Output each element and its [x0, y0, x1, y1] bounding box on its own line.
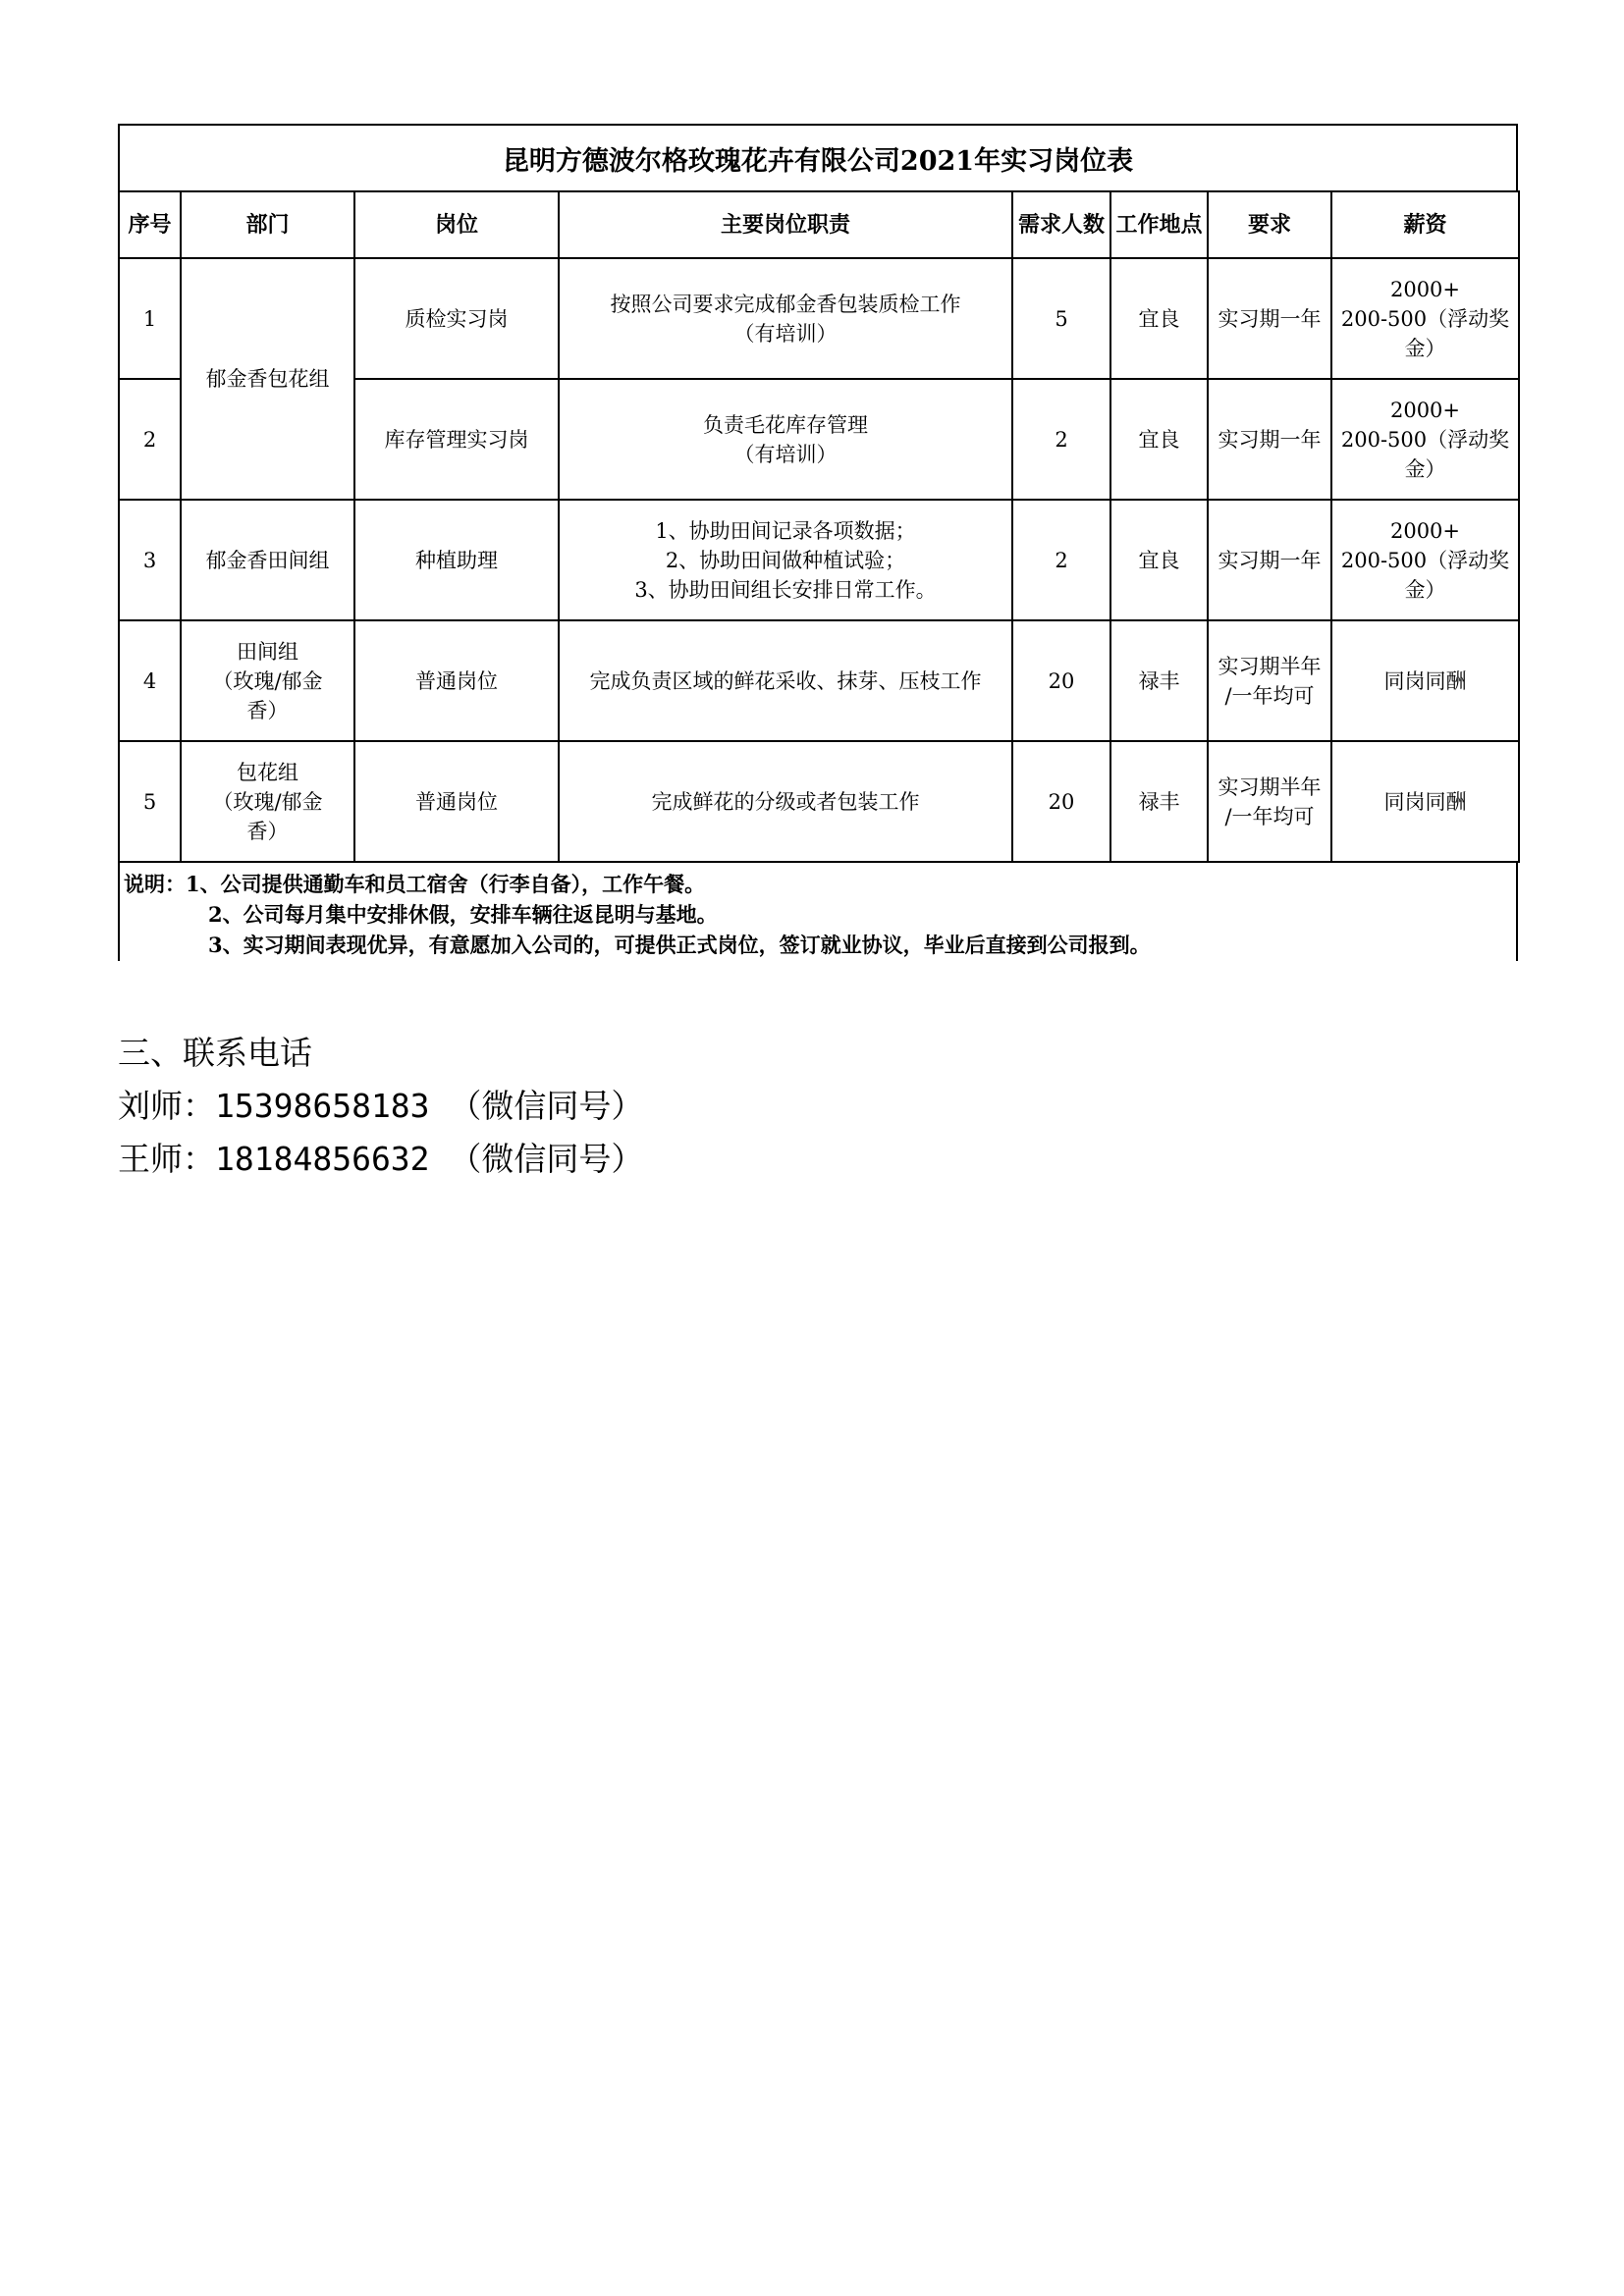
row-no: 1 — [119, 258, 181, 379]
table-row — [119, 741, 1519, 862]
salary-line: 200-500（浮动奖 — [1340, 306, 1510, 331]
duty-line: 负责毛花库存管理 — [703, 412, 868, 437]
row-requirement: 实习期一年 — [1208, 258, 1331, 379]
row-dept — [181, 741, 354, 862]
row-salary: 同岗同酬 — [1331, 620, 1519, 741]
salary-line: 2000+ — [1389, 277, 1461, 301]
salary-line: 2000+ — [1389, 518, 1461, 543]
contact-line: 刘师：15398658183 （微信同号） — [118, 1087, 644, 1125]
duty-line: 2、协助田间做种植试验； — [665, 548, 906, 572]
contact-heading: 三、联系电话 — [118, 1034, 312, 1072]
req-line: /一年均可 — [1224, 683, 1315, 708]
note-line: 2、公司每月集中安排休假，安排车辆往返昆明与基地。 — [208, 902, 718, 927]
row-count: 2 — [1012, 379, 1110, 500]
row-dept — [181, 620, 354, 741]
table-row — [119, 620, 1519, 741]
header-place: 工作地点 — [1110, 191, 1208, 258]
row-duty — [559, 500, 1012, 620]
row-post: 种植助理 — [354, 500, 559, 620]
salary-line: 200-500（浮动奖 — [1340, 548, 1510, 572]
row-place: 禄丰 — [1110, 620, 1208, 741]
row-no: 3 — [119, 500, 181, 620]
note-line: 说明：1、公司提供通勤车和员工宿舍（行李自备），工作午餐。 — [124, 872, 706, 896]
duty-line: 按照公司要求完成郁金香包装质检工作 — [610, 292, 961, 316]
header-duty: 主要岗位职责 — [559, 191, 1012, 258]
dept-line: 香） — [246, 819, 289, 843]
duty-line: 3、协助田间组长安排日常工作。 — [634, 577, 937, 602]
row-duty: 完成负责区域的鲜花采收、抹芽、压枝工作 — [559, 620, 1012, 741]
row-requirement — [1208, 741, 1331, 862]
contact-line: 王师：18184856632 （微信同号） — [118, 1140, 644, 1178]
table-row — [119, 500, 1519, 620]
salary-line: 2000+ — [1389, 398, 1461, 422]
salary-line: 金） — [1404, 456, 1446, 481]
table-header-row — [119, 191, 1519, 258]
row-salary — [1331, 379, 1519, 500]
row-place: 宜良 — [1110, 379, 1208, 500]
row-no: 2 — [119, 379, 181, 500]
row-place: 宜良 — [1110, 258, 1208, 379]
row-count: 5 — [1012, 258, 1110, 379]
dept-line: 香） — [246, 698, 289, 722]
row-count: 20 — [1012, 620, 1110, 741]
header-post: 岗位 — [354, 191, 559, 258]
row-post: 质检实习岗 — [354, 258, 559, 379]
row-duty — [559, 379, 1012, 500]
duty-line: （有培训） — [733, 442, 838, 466]
row-post: 普通岗位 — [354, 620, 559, 741]
positions-table — [118, 190, 1520, 863]
dept-line: （玫瑰/郁金 — [212, 789, 323, 814]
contact-section — [118, 1027, 643, 1186]
header-dept: 部门 — [181, 191, 354, 258]
row-no: 4 — [119, 620, 181, 741]
dept-line: 田间组 — [237, 639, 298, 664]
row-count: 2 — [1012, 500, 1110, 620]
dept-line: 包花组 — [237, 760, 298, 784]
note-line: 3、实习期间表现优异，有意愿加入公司的，可提供正式岗位，签订就业协议，毕业后直接到公司报到。 — [208, 933, 1151, 957]
row-dept: 郁金香田间组 — [181, 500, 354, 620]
row-no: 5 — [119, 741, 181, 862]
row-duty: 完成鲜花的分级或者包装工作 — [559, 741, 1012, 862]
header-count: 需求人数 — [1012, 191, 1110, 258]
row-post: 库存管理实习岗 — [354, 379, 559, 500]
header-requirement: 要求 — [1208, 191, 1331, 258]
row-place: 宜良 — [1110, 500, 1208, 620]
req-line: 实习期半年 — [1218, 654, 1322, 678]
row-dept: 郁金香包花组 — [181, 258, 354, 500]
row-salary: 同岗同酬 — [1331, 741, 1519, 862]
row-requirement: 实习期一年 — [1208, 500, 1331, 620]
row-duty — [559, 258, 1012, 379]
salary-line: 金） — [1404, 336, 1446, 360]
header-salary: 薪资 — [1331, 191, 1519, 258]
table-row — [119, 258, 1519, 379]
duty-line: 1、协助田间记录各项数据； — [655, 518, 916, 543]
dept-line: （玫瑰/郁金 — [212, 668, 323, 693]
row-post: 普通岗位 — [354, 741, 559, 862]
table-title: 昆明方德波尔格玫瑰花卉有限公司2021年实习岗位表 — [118, 124, 1518, 190]
req-line: 实习期半年 — [1218, 774, 1322, 799]
salary-line: 金） — [1404, 577, 1446, 602]
duty-line: （有培训） — [733, 321, 838, 346]
row-count: 20 — [1012, 741, 1110, 862]
row-place: 禄丰 — [1110, 741, 1208, 862]
row-salary — [1331, 500, 1519, 620]
internship-table-sheet — [118, 124, 1518, 961]
table-notes — [118, 863, 1518, 961]
salary-line: 200-500（浮动奖 — [1340, 427, 1510, 452]
header-no: 序号 — [119, 191, 181, 258]
row-requirement — [1208, 620, 1331, 741]
row-salary — [1331, 258, 1519, 379]
req-line: /一年均可 — [1224, 804, 1315, 828]
row-requirement: 实习期一年 — [1208, 379, 1331, 500]
